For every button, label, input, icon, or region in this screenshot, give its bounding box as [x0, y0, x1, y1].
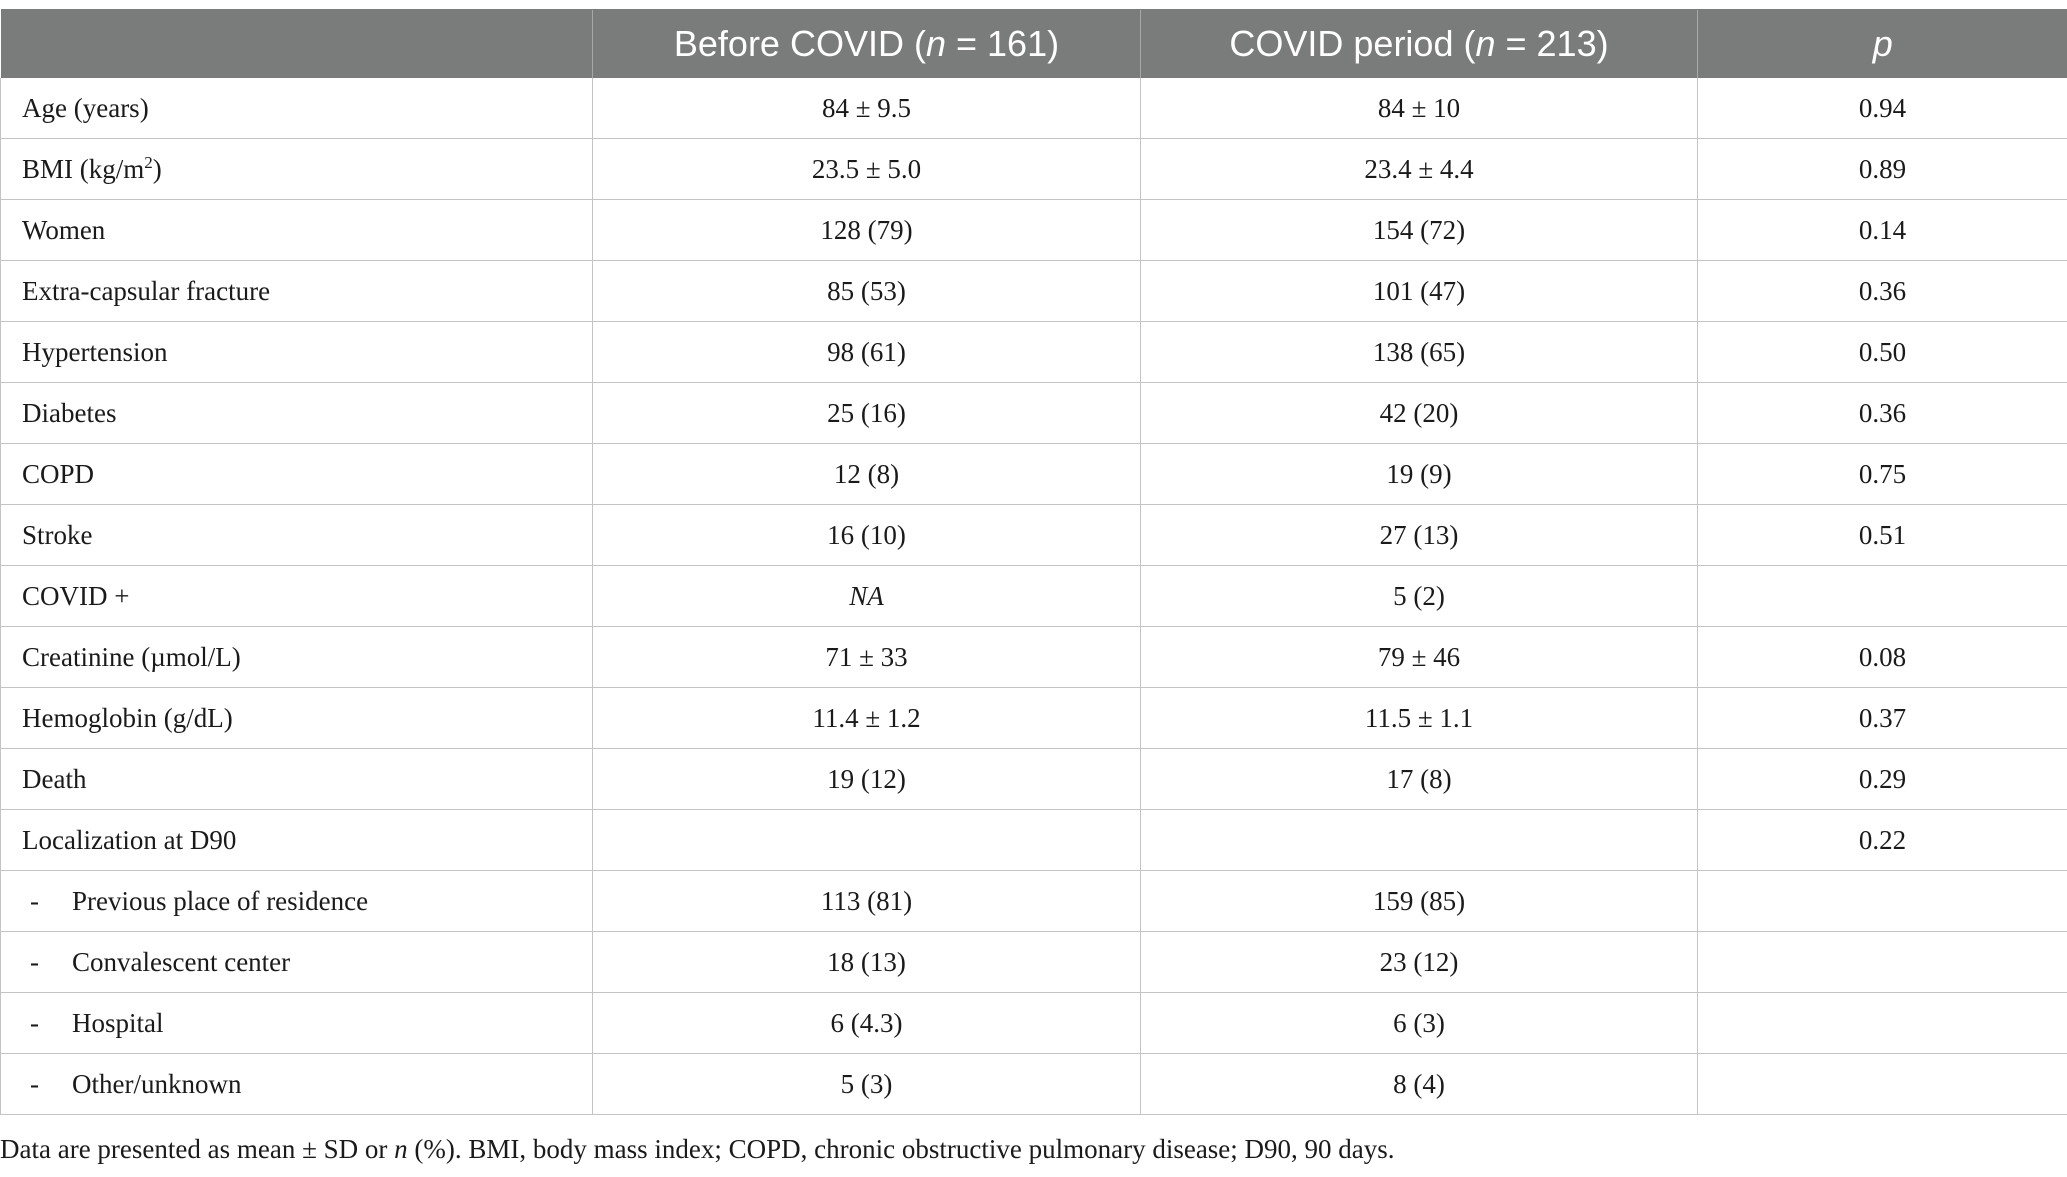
cell-covid: 8 (4) [1141, 1054, 1698, 1115]
row-label: BMI $(kg/m^2)$ [1, 139, 593, 200]
table-row [1, 78, 2067, 139]
cell-before: 5 (3) [593, 1054, 1141, 1115]
row-label: Death [1, 749, 593, 810]
table-row [1, 444, 2067, 505]
cell-before: 16 (10) [593, 505, 1141, 566]
table-row [1, 810, 2067, 871]
sub-item-dash: - [30, 1007, 39, 1038]
cell-p: 0.51 [1698, 505, 2067, 566]
row-label: - Hospital [1, 993, 593, 1054]
cell-p: 0.22 [1698, 810, 2067, 871]
row-label: Stroke [1, 505, 593, 566]
table-row [1, 871, 2067, 932]
cell-p: 0.94 [1698, 78, 2067, 139]
cell-covid: 11.5 ± 1.1 [1141, 688, 1698, 749]
table-row [1, 383, 2067, 444]
table-row [1, 749, 2067, 810]
cell-covid: 17 (8) [1141, 749, 1698, 810]
row-label: Creatinine (µmol/L) [1, 627, 593, 688]
cell-p: 0.14 [1698, 200, 2067, 261]
row-label: - Previous place of residence [1, 871, 593, 932]
cell-covid: 6 (3) [1141, 993, 1698, 1054]
row-label: Diabetes [1, 383, 593, 444]
cell-p: 0.75 [1698, 444, 2067, 505]
cell-before: 19 (12) [593, 749, 1141, 810]
sub-item-dash: - [30, 1068, 39, 1099]
cell-p [1698, 871, 2067, 932]
row-label: COPD [1, 444, 593, 505]
cell-before: 128 (79) [593, 200, 1141, 261]
row-label: Age (years) [1, 78, 593, 139]
cell-covid: 5 (2) [1141, 566, 1698, 627]
row-label: COVID + [1, 566, 593, 627]
cell-covid: 84 ± 10 [1141, 78, 1698, 139]
header-row [1, 10, 2067, 79]
cell-before [593, 810, 1141, 871]
cell-before: 25 (16) [593, 383, 1141, 444]
cell-p [1698, 566, 2067, 627]
cell-before: 84 ± 9.5 [593, 78, 1141, 139]
table-row [1, 932, 2067, 993]
cell-covid: 154 (72) [1141, 200, 1698, 261]
table-row [1, 322, 2067, 383]
row-label: Extra-capsular fracture [1, 261, 593, 322]
cell-before: 113 (81) [593, 871, 1141, 932]
row-label: Hypertension [1, 322, 593, 383]
table-row [1, 566, 2067, 627]
sub-item-dash: - [30, 946, 39, 977]
cell-p: 0.36 [1698, 261, 2067, 322]
cell-covid: 19 (9) [1141, 444, 1698, 505]
cell-covid: 79 ± 46 [1141, 627, 1698, 688]
cell-p [1698, 1054, 2067, 1115]
row-label: Hemoglobin (g/dL) [1, 688, 593, 749]
cell-covid [1141, 810, 1698, 871]
cell-p: 0.08 [1698, 627, 2067, 688]
cell-before: 85 (53) [593, 261, 1141, 322]
table-row [1, 627, 2067, 688]
cell-p: 0.29 [1698, 749, 2067, 810]
cell-p: 0.50 [1698, 322, 2067, 383]
cell-covid: 27 (13) [1141, 505, 1698, 566]
cell-covid: 101 (47) [1141, 261, 1698, 322]
cell-before: 18 (13) [593, 932, 1141, 993]
cell-before: 12 (8) [593, 444, 1141, 505]
table-row [1, 200, 2067, 261]
header-variable [1, 10, 593, 79]
table-row [1, 688, 2067, 749]
cell-covid: 159 (85) [1141, 871, 1698, 932]
cell-covid: 138 (65) [1141, 322, 1698, 383]
cell-p: 0.36 [1698, 383, 2067, 444]
header-before-covid: Before COVID (n = 161) [593, 10, 1141, 79]
cell-before: 11.4 ± 1.2 [593, 688, 1141, 749]
table-row [1, 139, 2067, 200]
cell-covid: 23 (12) [1141, 932, 1698, 993]
table-footnote: Data are presented as mean ± SD or n (%). BMI, body mass index; COPD, chronic obstructive pulmonary disease; D90, 90 days. [0, 1134, 1395, 1164]
cell-covid: 42 (20) [1141, 383, 1698, 444]
cell-p: 0.37 [1698, 688, 2067, 749]
table-row [1, 505, 2067, 566]
cell-p [1698, 932, 2067, 993]
cell-p [1698, 993, 2067, 1054]
row-label: - Other/unknown [1, 1054, 593, 1115]
cell-before: NA [593, 566, 1141, 627]
table-row [1, 261, 2067, 322]
cell-covid: 23.4 ± 4.4 [1141, 139, 1698, 200]
cell-before: 71 ± 33 [593, 627, 1141, 688]
row-label: - Convalescent center [1, 932, 593, 993]
cell-p: 0.89 [1698, 139, 2067, 200]
cell-before: 23.5 ± 5.0 [593, 139, 1141, 200]
table-row [1, 993, 2067, 1054]
header-p-value: p [1698, 10, 2067, 79]
cell-before: 98 (61) [593, 322, 1141, 383]
table-row [1, 1054, 2067, 1115]
row-label: Localization at D90 [1, 810, 593, 871]
cell-before: 6 (4.3) [593, 993, 1141, 1054]
data-table [0, 9, 2067, 1115]
header-covid-period: COVID period (n = 213) [1141, 10, 1698, 79]
sub-item-dash: - [30, 885, 39, 916]
row-label: Women [1, 200, 593, 261]
